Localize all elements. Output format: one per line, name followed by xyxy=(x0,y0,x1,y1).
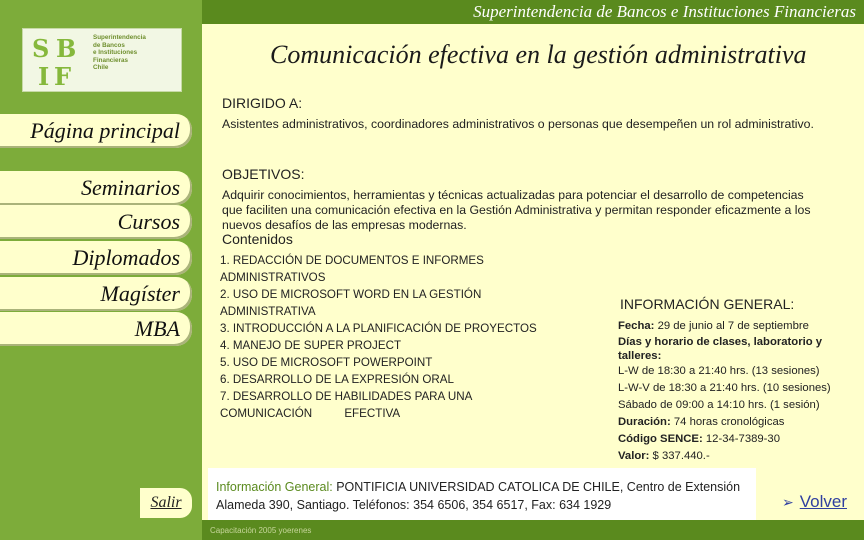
contenidos-heading: Contenidos xyxy=(222,231,293,247)
list-item: 1. REDACCIÓN DE DOCUMENTOS E INFORMES xyxy=(220,254,484,267)
list-item: 4. MANEJO DE SUPER PROJECT xyxy=(220,339,402,352)
top-bar-left xyxy=(0,0,202,24)
arrow-right-icon: ➢ xyxy=(782,494,794,510)
objetivos-heading: OBJETIVOS: xyxy=(222,166,305,182)
nav-item-seminarios[interactable]: Seminarios xyxy=(0,171,192,205)
info-details: Fecha: 29 de junio al 7 de septiembre Días y horario de clases, laboratorio y talleres: L-W de 18:30 a 21:40 hrs. (13 sesiones) L-W-V de 18:30 a 21:40 hrs. (10 sesiones) Sábado de 09:00 a 14:10 hrs. (1 sesión) Duración: 74 horas cronológicas Código SENCE: 12-34-7389-30 Valor: $ 337.440.- xyxy=(618,320,831,462)
svg-text:F: F xyxy=(54,62,72,87)
organization-title: Superintendencia de Bancos e Instituciones Financieras xyxy=(473,2,856,21)
list-item: ADMINISTRATIVOS xyxy=(220,271,326,284)
logo-text: Superintendencia de Bancos e Instituciones Financieras Chile xyxy=(93,34,146,72)
list-item: ADMINISTRATIVA xyxy=(220,305,316,318)
logo-mark-icon xyxy=(31,33,89,87)
logout-link[interactable]: Salir xyxy=(140,488,192,518)
top-bar xyxy=(0,0,864,24)
list-item: 2. USO DE MICROSOFT WORD EN LA GESTIÓN xyxy=(220,288,482,301)
nav-item-diplomados[interactable]: Diplomados xyxy=(0,241,192,275)
dirigido-text: Asistentes administrativos, coordinadores administrativos o personas que desempeñen un rol administrativo. xyxy=(222,117,814,131)
list-item: 5. USO DE MICROSOFT POWERPOINT xyxy=(220,356,433,369)
footer-text: Información General: PONTIFICIA UNIVERSIDAD CATOLICA DE CHILE, Centro de Extensión Alameda 390, Santiago. Teléfonos: 354 6506, 354 6517, Fax: 634 1929 xyxy=(216,480,741,512)
dirigido-heading: DIRIGIDO A: xyxy=(222,95,303,111)
caption-text: Capacitación 2005 yoerenes xyxy=(210,526,312,535)
info-heading: INFORMACIÓN GENERAL: xyxy=(620,296,795,312)
list-item: 7. DESARROLLO DE HABILIDADES PARA UNA xyxy=(220,390,473,403)
list-item: 6. DESARROLLO DE LA EXPRESIÓN ORAL xyxy=(220,373,454,386)
nav-item-mba[interactable]: MBA xyxy=(0,312,192,346)
nav-item-cursos[interactable]: Cursos xyxy=(0,205,192,239)
sbif-logo xyxy=(22,28,182,92)
back-link[interactable]: ➢ Volver xyxy=(782,492,847,511)
course-title: Comunicación efectiva en la gestión administrativa xyxy=(270,40,807,69)
svg-text:S: S xyxy=(32,34,50,63)
footer-info-box xyxy=(208,468,756,520)
objetivos-text: Adquirir conocimientos, herramientas y técnicas actualizadas para potenciar el desarrollo de competencias que faciliten una comunicación efectiva en la Gestión Administrativa y permitan responder eficazmente a los nuevos desafíos de las empresas modernas. xyxy=(222,188,811,232)
svg-text:I: I xyxy=(38,62,50,87)
nav-item-magister[interactable]: Magíster xyxy=(0,277,192,311)
contenidos-list xyxy=(220,252,600,422)
list-item: COMUNICACIÓN EFECTIVA xyxy=(220,407,401,420)
nav-item-pagina-principal[interactable]: Página principal xyxy=(0,114,192,148)
svg-text:B: B xyxy=(56,34,77,63)
list-item: 3. INTRODUCCIÓN A LA PLANIFICACIÓN DE PROYECTOS xyxy=(220,322,537,335)
